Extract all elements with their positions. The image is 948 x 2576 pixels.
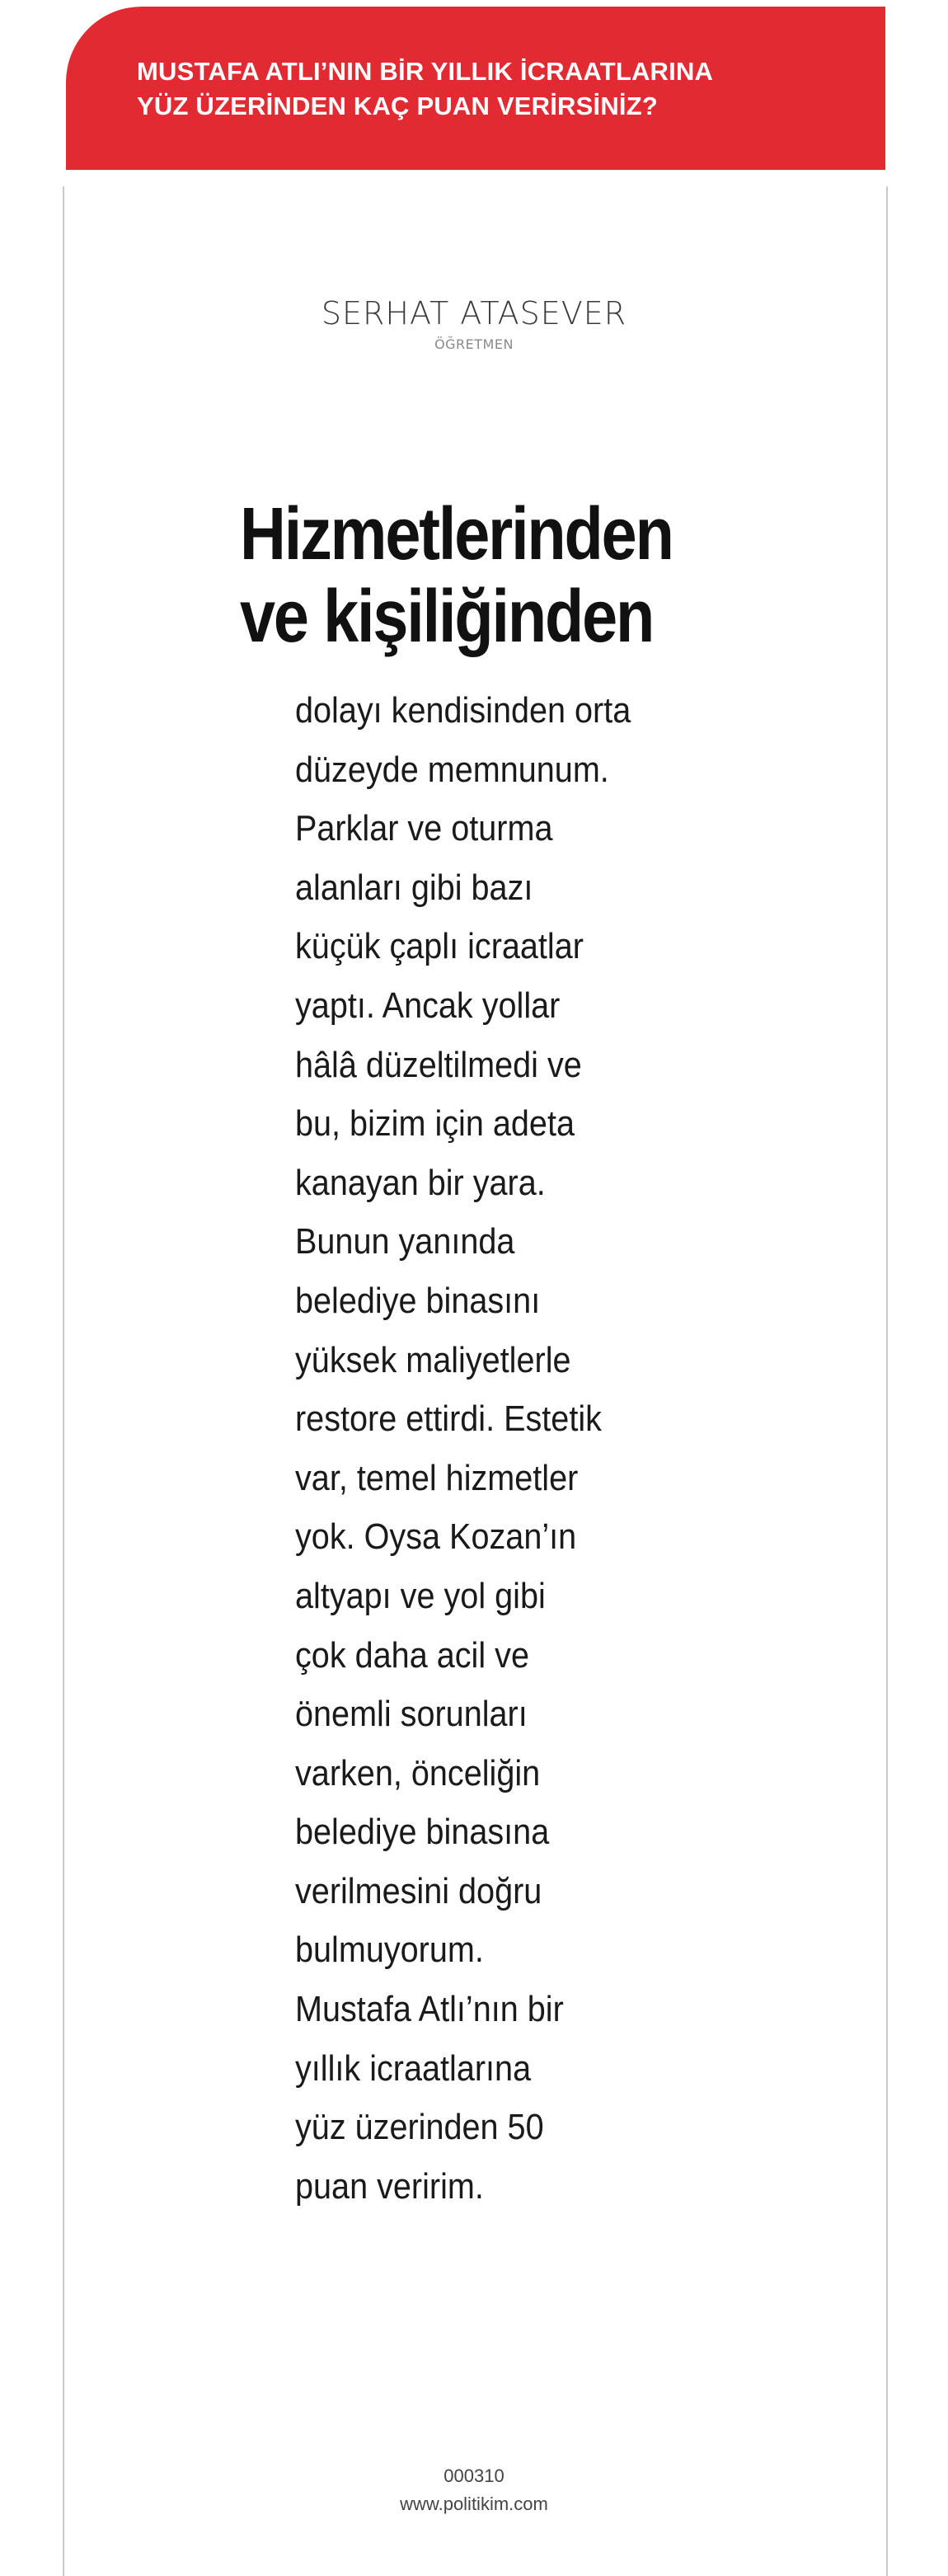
body-line: Bunun yanında [295, 1221, 515, 1262]
body-line: hâlâ düzeltilmedi ve [295, 1044, 582, 1085]
body-line: bulmuyorum. [295, 1930, 484, 1971]
right-column-rule [886, 186, 888, 2576]
body-line: puan veririm. [295, 2165, 484, 2207]
body-line: yok. Oysa Kozan’ın [295, 1516, 577, 1558]
body-line: belediye binasını [295, 1280, 541, 1321]
website-link[interactable]: www.politikim.com [400, 2494, 548, 2514]
body-line: yüksek maliyetlerle [295, 1339, 571, 1380]
body-line: çok daha acil ve [295, 1634, 529, 1676]
author-name: SERHAT ATASEVER [321, 295, 627, 331]
author-role: ÖĞRETMEN [434, 336, 514, 352]
body-line: yıllık icraatlarına [295, 2047, 532, 2089]
body-line: bu, bizim için adeta [295, 1103, 575, 1145]
body-line: varken, önceliğin [295, 1752, 541, 1793]
body-line: alanları gibi bazı [295, 867, 533, 908]
body-line: var, temel hizmetler [295, 1457, 579, 1498]
body-line: Mustafa Atlı’nın bir [295, 1989, 564, 2030]
body-line: önemli sorunları [295, 1694, 528, 1735]
banner-question-line-2: YÜZ ÜZERİNDEN KAÇ PUAN VERİRSİNİZ? [137, 92, 658, 120]
body-line: düzeyde memnunum. [295, 749, 609, 790]
article-body [295, 681, 631, 2216]
body-line: restore ettirdi. Estetik [295, 1398, 602, 1440]
page-footer [0, 2462, 948, 2518]
headline-line-2: ve kişiliğinden [240, 576, 654, 658]
left-column-rule [63, 186, 64, 2576]
body-line: yaptı. Ancak yollar [295, 985, 561, 1026]
body-line: Parklar ve oturma [295, 808, 553, 849]
body-line: belediye binasına [295, 1812, 550, 1853]
body-line: kanayan bir yara. [295, 1162, 546, 1203]
page-code: 000310 [443, 2466, 505, 2486]
body-line: küçük çaplı icraatlar [295, 926, 584, 967]
author-block [0, 295, 948, 353]
body-line: altyapı ve yol gibi [295, 1575, 546, 1616]
body-line: verilmesini doğru [295, 1870, 542, 1911]
body-line: dolayı kendisinden orta [295, 690, 631, 731]
body-line: yüz üzerinden 50 [295, 2107, 544, 2148]
headline-line-1: Hizmetlerinden [240, 493, 673, 576]
question-banner [66, 7, 885, 170]
article-headline [240, 493, 673, 658]
banner-question-line-1: MUSTAFA ATLI’NIN BİR YILLIK İCRAATLARINA [137, 57, 714, 86]
